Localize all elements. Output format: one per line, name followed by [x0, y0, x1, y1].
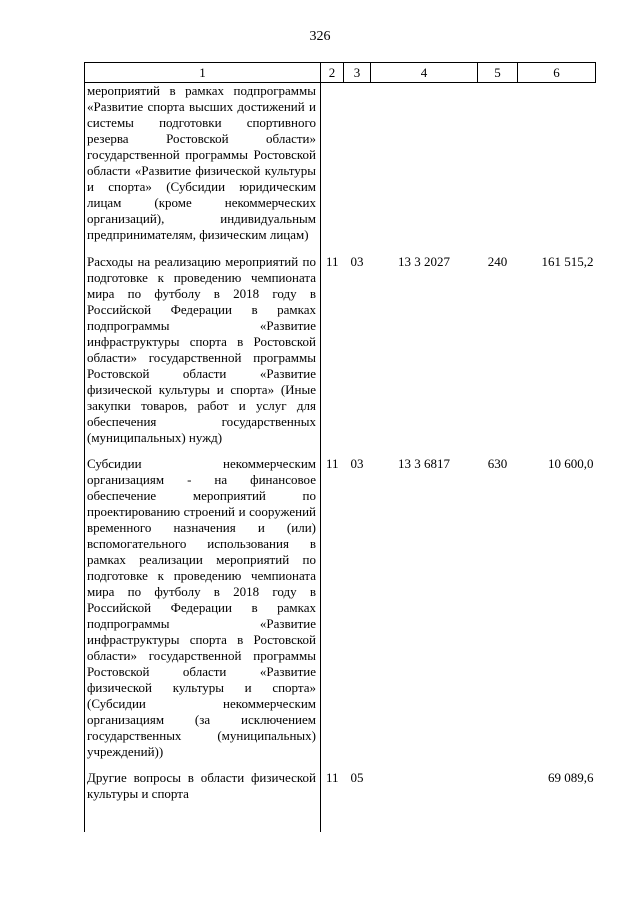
- page-number: 326: [309, 29, 331, 44]
- column-header-2: 2: [321, 63, 344, 83]
- row-expense-type: 240: [487, 254, 508, 269]
- row-subsection: 03: [350, 456, 364, 471]
- row-section: [321, 83, 344, 255]
- table-row: [85, 254, 596, 456]
- table-row: [85, 770, 596, 832]
- row-section: 11: [325, 770, 339, 785]
- row-name: Расходы на реализацию мероприятий по подготовке к проведению чемпионата мира по футболу в 2018 году в Российской Федерации в рамках подпрограммы «Развитие инфраструктуры спорта в Ростовской области» государственной программы Ростовской области «Развитие физической культуры и спорта» (Иные закупки товаров, работ и услуг для обеспечения государственных (муниципальных) нужд): [85, 254, 321, 456]
- column-header-5: 5: [478, 63, 518, 83]
- row-section: 11: [325, 254, 339, 269]
- row-target-code: 13 3 2027: [398, 254, 450, 269]
- row-name: мероприятий в рамках подпрограммы «Развитие спорта высших достижений и системы подготовки спортивного резерва Ростовской области» государственной программы Ростовской области «Развитие физической культуры и спорта» (Субсидии юридическим лицам (кроме некоммерческих организаций), индивидуальным предпринимателям, физическим лицам): [85, 83, 321, 255]
- row-subsection: 03: [350, 254, 364, 269]
- column-header-1: 1: [85, 63, 321, 83]
- column-header-3: 3: [344, 63, 371, 83]
- row-subsection: 05: [350, 770, 364, 785]
- row-target-code: [371, 770, 478, 832]
- row-subsection: [344, 83, 371, 255]
- row-name: Субсидии некоммерческим организациям - на финансовое обеспечение мероприятий по проектированию строений и сооружений временного назначения и (или) вспомогательного использования в рамках реализации мероприятий по подготовке к проведению чемпионата мира по футболу в 2018 году в Российской Федерации в рамках подпрограммы «Развитие инфраструктуры спорта в Ростовской области» государственной программы Ростовской области «Развитие физической культуры и спорта» (Субсидии некоммерческим организациям (за исключением государственных (муниципальных) учреждений)): [85, 456, 321, 770]
- row-section: 11: [325, 456, 339, 471]
- row-name: Другие вопросы в области физической культуры и спорта: [85, 770, 321, 832]
- table-header-row: [85, 63, 596, 83]
- row-expense-type: [478, 83, 518, 255]
- row-expense-type: [478, 770, 518, 832]
- row-target-code: [371, 83, 478, 255]
- table-row: [85, 83, 596, 255]
- row-amount: 69 089,6: [548, 770, 594, 785]
- budget-table: [84, 62, 596, 832]
- column-header-6: 6: [518, 63, 596, 83]
- row-amount: 10 600,0: [548, 456, 594, 471]
- row-expense-type: 630: [487, 456, 508, 471]
- row-target-code: 13 3 6817: [398, 456, 450, 471]
- row-amount: [518, 83, 596, 255]
- column-header-4: 4: [371, 63, 478, 83]
- row-amount: 161 515,2: [541, 254, 594, 269]
- table-row: [85, 456, 596, 770]
